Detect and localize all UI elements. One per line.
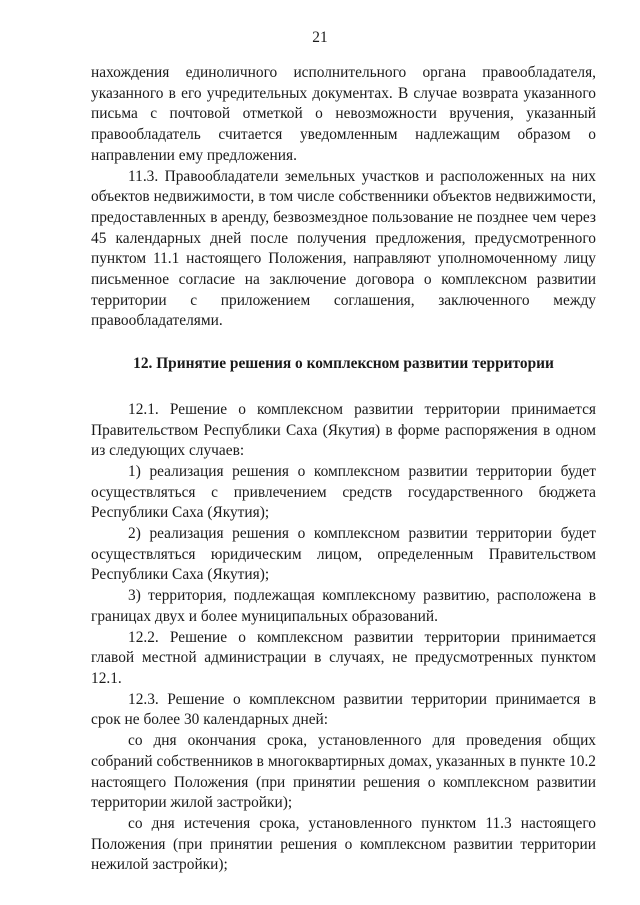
paragraph-12-3-item-b: со дня истечения срока, установленного пунктом 11.3 настоящего Положения (при принятии решения о комплексном развитии территории нежилой застройки); [91,814,596,874]
page-body [91,63,596,876]
spacer [91,332,596,354]
spacer [91,375,596,400]
paragraph-12-1-item-2: 2) реализация решения о комплексном развитии территории будет осуществляться юридическим лицом, определенным Правительством Республики Саха (Якутия); [91,525,596,584]
section-12-heading: 12. Принятие решения о комплексном развитии территории [133,355,554,373]
paragraph-12-3-item-a: со дня окончания срока, установленного для проведения общих собраний собственников в многоквартирных домах, указанных в пункте 10.2 настоящего Положения (при принятии решения о комплексном развитии территории жилой застройки); [91,732,596,812]
paragraph-12-3: 12.3. Решение о комплексном развитии территории принимается в срок не более 30 календарных дней: [91,690,596,729]
paragraph-12-1: 12.1. Решение о комплексном развитии территории принимается Правительством Республики Саха (Якутия) в форме распоряжения в одном из следующих случаев: [91,400,596,460]
page-number: 21 [312,29,328,46]
paragraph-12-1-item-3: 3) территория, подлежащая комплексному развитию, расположена в границах двух и более муниципальных образований. [91,587,596,625]
paragraph-11-continuation: нахождения единоличного исполнительного органа правообладателя, указанного в его учредительных документах. В случае возврата указанного письма с почтовой отметкой о невозможности вручения, указанный правообладатель считается уведомленным надлежащим образом о направлении ему предложения. [91,64,596,164]
paragraph-12-1-item-1: 1) реализация решения о комплексном развитии территории будет осуществляться с привлечением средств государственного бюджета Республики Саха (Якутия); [91,462,596,522]
paragraph-12-2: 12.2. Решение о комплексном развитии территории принимается главой местной администрации в случаях, не предусмотренных пунктом 12.1. [91,628,596,687]
paragraph-11-3: 11.3. Правообладатели земельных участков и расположенных на них объектов недвижимости, в том числе собственники объектов недвижимости, предоставленных в аренду, безвозмездное пользование не позднее чем через 45 календарных дней после получения предложения, предусмотренного пунктом 11.1 настоящего Положения, направляют уполномоченному лицу письменное согласие на заключение договора о комплексном развитии территории с приложением соглашения, заключенного между правообладателями. [91,167,596,330]
